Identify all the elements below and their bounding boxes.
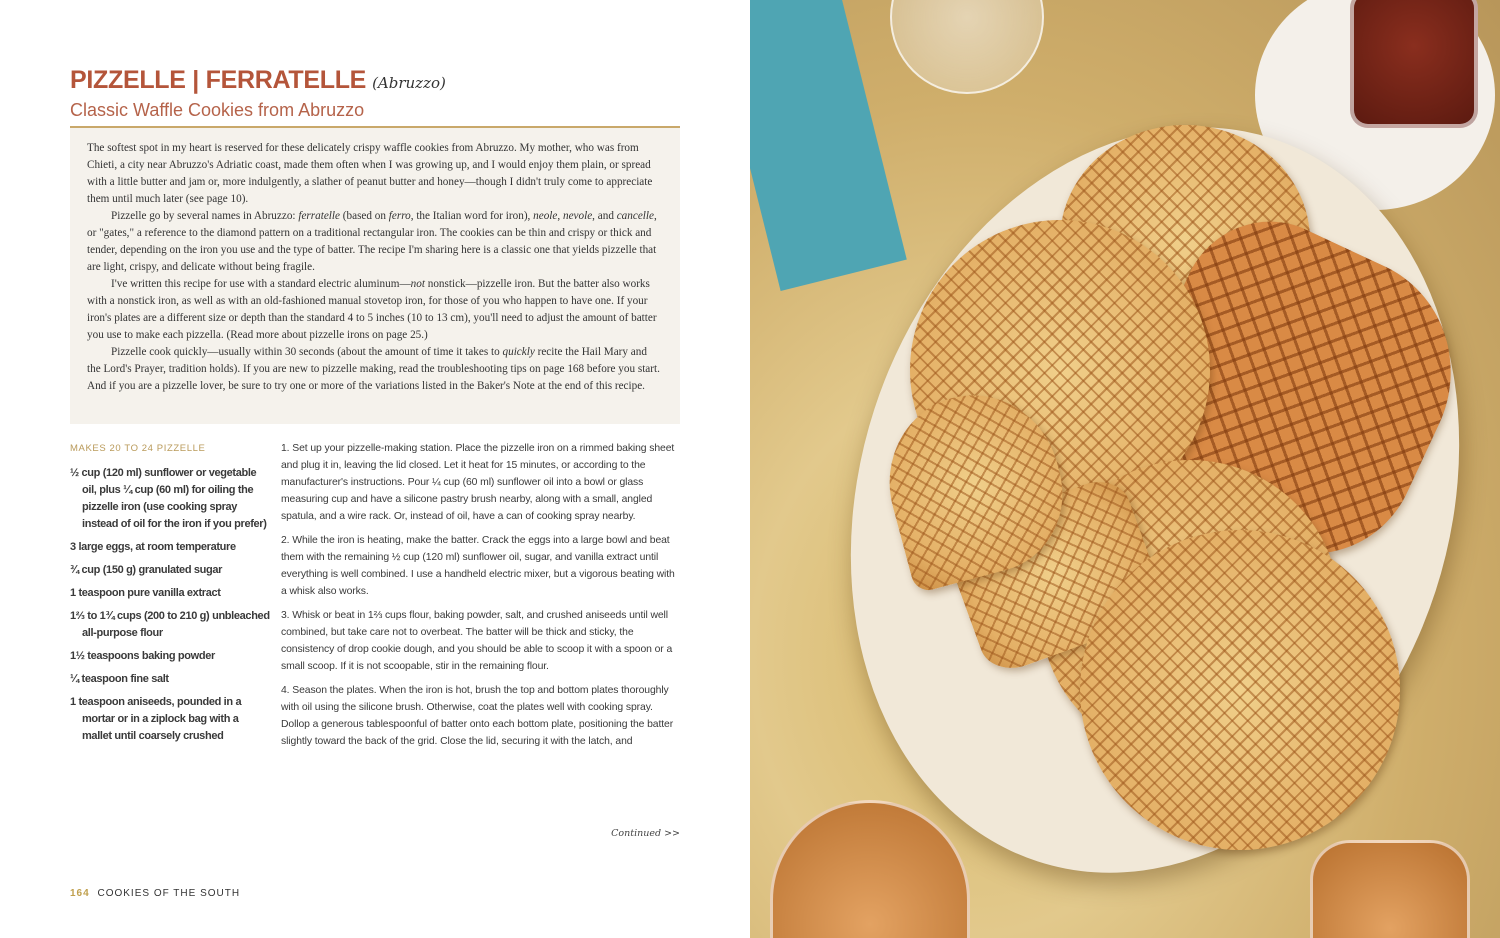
step: 4. Season the plates. When the iron is hot, brush the top and bottom plates thoroughly with oil using the silicone brush. Otherwise, coat the plates well with cooking spray. Dollop a generous tablespoonful of batter onto each bottom plate, positioning the batter slightly toward the back of the grid. Close the lid, securing it with the latch, and — [281, 685, 674, 747]
intro-text: (based on — [339, 210, 389, 222]
ingredient-item: ½ cup (120 ml) sunflower or vegetable oil, plus ¼ cup (60 ml) for oiling the pizzelle iron (use cooking spray instead of oil for the iron if you prefer) — [70, 467, 267, 530]
jam-jar — [1350, 0, 1478, 128]
intro-text: Pizzelle go by several names in Abruzzo: — [111, 210, 299, 222]
intro-text: , the Italian word for iron), — [410, 210, 534, 222]
pizzella-cookie — [1080, 530, 1400, 850]
intro-box — [70, 128, 680, 424]
pizzelle-photo — [750, 0, 1500, 938]
intro-text: recite the Hail Mary and the Lord's Prayer, tradition holds). If you are new to pizzelle making, read the troubleshooting tips on page 168 before you start. And if you are a pizzelle lover, be sure to try one or more of the variations listed in the Baker's Note at the end of this recipe. — [87, 346, 660, 392]
recipe-title — [70, 66, 446, 95]
recipe-title-text: PIZZELLE | FERRATELLE — [70, 66, 367, 94]
page-number: 164 — [70, 888, 90, 899]
recipe-region: (Abruzzo) — [372, 74, 446, 92]
intro-text: The softest spot in my heart is reserved for these delicately crispy waffle cookies from Abruzzo. My mother, who was from Chieti, a city near Abruzzo's Adriatic coast, made them often when I was growing up, and I would enjoy them plain, or spread with a little butter and jam or, more indulgently, a slather of peanut butter and honey—though I didn't truly come to appreciate them until much later (see page 10). — [87, 142, 653, 205]
intro-paragraph — [87, 276, 662, 344]
intro-text: , and — [592, 210, 617, 222]
intro-text: , — [557, 210, 563, 222]
ingredient-item: 1½ teaspoons baking powder — [70, 650, 215, 662]
intro-paragraph — [87, 208, 662, 276]
page-footer — [70, 888, 240, 899]
method-steps — [281, 440, 681, 757]
intro-paragraph — [87, 344, 662, 395]
honey-jar — [1310, 840, 1470, 938]
recipe-subtitle: Classic Waffle Cookies from Abruzzo — [70, 100, 365, 120]
ingredient-item: 3 large eggs, at room temperature — [70, 541, 236, 553]
chapter-name: COOKIES OF THE SOUTH — [97, 888, 241, 899]
intro-emphasis: neole — [533, 210, 558, 222]
ingredient-item: ¼ teaspoon fine salt — [70, 673, 169, 685]
intro-text: nonstick—pizzelle iron. But the batter also works with a nonstick iron, as well as with an old-fashioned manual stovetop iron, for those of you who happen to have one. If your iron's plates are a different size or depth than the standard 4 to 5 inches (10 to 13 cm), you'll need to adjust the amount of batter you use to make each pizzella. (Read more about pizzelle irons on page 25.) — [87, 278, 657, 341]
intro-emphasis: cancelle — [616, 210, 654, 222]
intro-emphasis: ferratelle — [298, 210, 340, 222]
step: 2. While the iron is heating, make the batter. Crack the eggs into a large bowl and beat them with the remaining ½ cup (120 ml) sunflower oil, sugar, and vanilla extract until everything is well combined. I use a handheld electric mixer, but a vigorous beating with a whisk also works. — [281, 535, 675, 597]
intro-paragraph — [87, 140, 662, 208]
ingredient-item: 1 teaspoon pure vanilla extract — [70, 587, 221, 599]
continued-link: Continued >> — [611, 828, 680, 839]
ingredient-item: 1 teaspoon aniseeds, pounded in a mortar or in a ziplock bag with a mallet until coarsely crushed — [70, 696, 242, 742]
intro-emphasis: quickly — [502, 346, 535, 358]
wine-glass — [770, 800, 970, 938]
intro-text: I've written this recipe for use with a standard electric aluminum— — [111, 278, 411, 290]
step: 1. Set up your pizzelle-making station. Place the pizzelle iron on a rimmed baking sheet and plug it in, leaving the lid closed. Let it heat for 15 minutes, or according to the manufacturer's instructions. Pour ¼ cup (60 ml) sunflower oil into a bowl or glass measuring cup and have a silicone pastry brush nearby, along with a small, angled spatula, and a wire rack. Or, instead of oil, have a can of cooking spray nearby. — [281, 443, 675, 522]
ingredient-item: ¾ cup (150 g) granulated sugar — [70, 564, 223, 576]
intro-emphasis: nevole — [562, 210, 593, 222]
wine-glass — [890, 0, 1044, 94]
intro-emphasis: not — [410, 278, 425, 290]
yield-label: MAKES 20 TO 24 PIZZELLE — [70, 443, 206, 454]
intro-text: Pizzelle cook quickly—usually within 30 seconds (about the amount of time it takes to — [111, 346, 503, 358]
intro-text: , or "gates," a reference to the diamond pattern on a traditional rectangular iron. The cookies can be thin and crispy or thick and tender, depending on the iron you use and the type of batter. The recipe I'm sharing here is a classic one that yields pizzelle that are light, crispy, and delicate without being fragile. — [87, 210, 657, 273]
ingredient-list — [70, 465, 270, 751]
step: 3. Whisk or beat in 1⅔ cups flour, baking powder, salt, and crushed aniseeds until well combined, but take care not to overbeat. The batter will be thick and sticky, the consistency of drop cookie dough, and you should be able to scoop it with a spoon or a small scoop. If it is not scoopable, stir in the remaining flour. — [281, 610, 673, 672]
intro-emphasis: ferro — [388, 210, 411, 222]
ingredient-item: 1⅔ to 1¾ cups (200 to 210 g) unbleached all-purpose flour — [70, 610, 270, 639]
napkin — [750, 0, 907, 291]
